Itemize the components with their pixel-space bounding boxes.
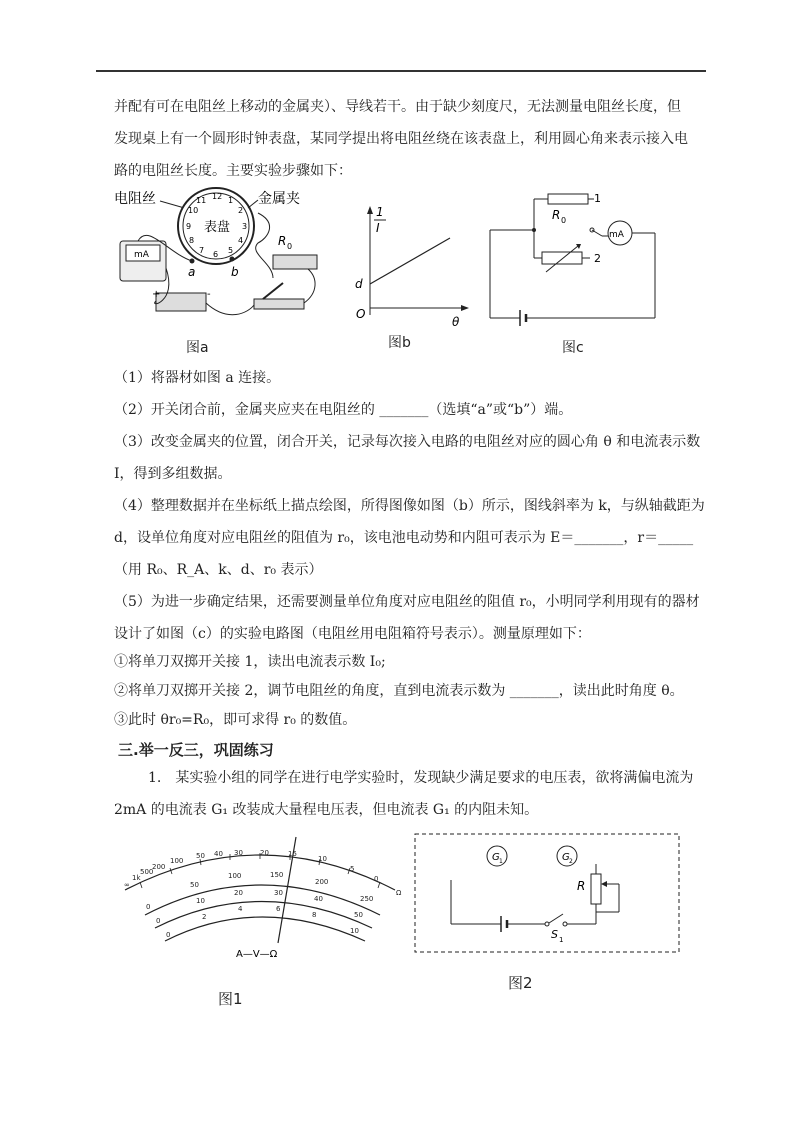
fig2-rheostat bbox=[591, 874, 601, 904]
dial-num-12: 12 bbox=[212, 192, 223, 201]
intro-line-2: 发现桌上有一个圆形时钟表盘，某同学提出将电阻丝绕在该表盘上，利用圆心角来表示接入电 bbox=[114, 131, 688, 147]
switch bbox=[254, 299, 304, 309]
fig1-ohm-11: 5 bbox=[350, 865, 355, 873]
fig-b-ylabel-num: 1 bbox=[376, 205, 384, 219]
fig-a-dial-label: 表盘 bbox=[204, 220, 231, 235]
figure-b bbox=[340, 200, 470, 330]
fig1-ohm-10: 10 bbox=[318, 855, 327, 863]
dial-num-2: 2 bbox=[238, 206, 244, 215]
fig1-ohm-1: 1k bbox=[132, 874, 141, 882]
intro-line-3: 路的电阻丝长度。主要实验步骤如下： bbox=[114, 163, 352, 179]
dial-num-8: 8 bbox=[189, 236, 195, 245]
fig1-mid-arc bbox=[155, 902, 372, 929]
fig2-g2-label: G bbox=[562, 852, 570, 863]
dial-num-5: 5 bbox=[228, 246, 234, 255]
dial-num-3: 3 bbox=[242, 222, 248, 231]
question-line-2: 2mA 的电流表 G₁ 改装成大量程电压表，但电流表 G₁ 的内阻未知。 bbox=[114, 802, 539, 818]
fig-a-label-clip: 金属夹 bbox=[258, 191, 300, 207]
fig1-ohm-6: 40 bbox=[214, 850, 223, 858]
figure-1 bbox=[110, 825, 410, 965]
fig-c-r0-label: R bbox=[552, 208, 561, 222]
step-5-item-1: ①将单刀双掷开关接 1，读出电流表示数 I₀; bbox=[114, 654, 386, 670]
section-title: 三.举一反三，巩固练习 bbox=[118, 741, 274, 759]
fig1-ohm-2: 500 bbox=[140, 868, 154, 876]
fig1-mid-5: 50 bbox=[354, 911, 363, 919]
question-line-1: 1. 某实验小组的同学在进行电学实验时，发现缺少满足要求的电压表，欲将满偏电流为 bbox=[148, 770, 694, 786]
figure-c bbox=[480, 188, 665, 338]
svg-text:+: + bbox=[152, 289, 161, 300]
step-5-item-3: ③此时 θr₀=R₀，即可求得 r₀ 的数值。 bbox=[114, 712, 357, 728]
fig-a-r0-sub: 0 bbox=[287, 242, 293, 251]
dial-num-11: 11 bbox=[196, 196, 207, 205]
fig-b-ylabel-den: I bbox=[376, 221, 380, 235]
step-3-cont: I，得到多组数据。 bbox=[114, 466, 232, 482]
fig1-top-2: 100 bbox=[228, 872, 242, 880]
fig-a-label-wire: 电阻丝 bbox=[114, 191, 156, 207]
fig-c-r0-sub: 0 bbox=[561, 216, 567, 225]
fig-c-ma: mA bbox=[609, 230, 624, 240]
fig-c-label-2: 2 bbox=[594, 252, 601, 265]
fig1-top-5: 250 bbox=[360, 895, 374, 903]
fig1-mid-1: 10 bbox=[196, 897, 205, 905]
fig1-mid-4: 40 bbox=[314, 895, 323, 903]
fig1-top-arc bbox=[145, 885, 380, 915]
figure-2 bbox=[413, 832, 683, 957]
fig1-caption: 图1 bbox=[218, 990, 243, 1008]
intro-line-1: 并配有可在电阻丝上移动的金属夹）、导线若干。由于缺少刻度尺，无法测量电阻丝长度，但 bbox=[114, 99, 681, 115]
fig2-s1-sub: 1 bbox=[559, 936, 564, 944]
fig1-legend: A—V—Ω bbox=[236, 949, 278, 960]
fig1-low-3: 6 bbox=[276, 905, 281, 913]
fig-b-line bbox=[370, 238, 450, 284]
fig1-low-0: 0 bbox=[166, 931, 171, 939]
step-5-cont: 设计了如图（c）的实验电路图（电阻丝用电阻箱符号表示）。测量原理如下： bbox=[114, 626, 591, 642]
dial-num-9: 9 bbox=[186, 222, 192, 231]
resistor-r0 bbox=[273, 255, 317, 269]
fig1-top-3: 150 bbox=[270, 871, 284, 879]
fig-a-caption: 图a bbox=[186, 340, 209, 356]
fig-a-label-a: a bbox=[188, 265, 196, 279]
fig1-ohm-7: 30 bbox=[234, 849, 243, 857]
fig1-top-4: 200 bbox=[315, 878, 329, 886]
fig2-s1-label: S bbox=[551, 928, 558, 941]
fig1-low-1: 2 bbox=[202, 913, 207, 921]
step-5: （5）为进一步确定结果，还需要测量单位角度对应电阻丝的阻值 r₀，小明同学利用现有的器材 bbox=[114, 594, 700, 610]
fig2-caption: 图2 bbox=[508, 974, 533, 992]
step-4: （4）整理数据并在坐标纸上描点绘图，所得图像如图（b）所示，图线斜率为 k，与纵轴截距为 bbox=[114, 498, 705, 514]
step-2: （2）开关闭合前，金属夹应夹在电阻丝的 _______（选填“a”或“b”）端。 bbox=[114, 402, 573, 418]
fig-c-r0 bbox=[548, 194, 588, 204]
fig-b-caption: 图b bbox=[388, 335, 411, 351]
fig2-g1-label: G bbox=[492, 852, 500, 863]
figure-a bbox=[108, 183, 338, 333]
fig2-g1-sub: 1 bbox=[499, 858, 503, 865]
step-4-cont: d，设单位角度对应电阻丝的阻值为 r₀，该电池电动势和内阻可表示为 E＝_______，r＝_____ bbox=[114, 530, 694, 546]
fig-a-ma: mA bbox=[134, 250, 149, 260]
dial-num-7: 7 bbox=[199, 246, 205, 255]
fig-a-r0: R bbox=[278, 234, 287, 248]
fig1-low-5: 10 bbox=[350, 927, 359, 935]
dial-num-6: 6 bbox=[213, 250, 219, 259]
fig1-top-1: 50 bbox=[190, 881, 199, 889]
svg-text:-: - bbox=[207, 289, 211, 300]
fig1-low-arc bbox=[165, 917, 365, 941]
fig-b-origin: O bbox=[356, 307, 366, 321]
fig1-ohm-unit: Ω bbox=[396, 889, 402, 897]
fig1-mid-3: 30 bbox=[274, 889, 283, 897]
fig1-low-2: 4 bbox=[238, 905, 243, 913]
dial-num-1: 1 bbox=[228, 196, 234, 205]
fig1-ohm-4: 100 bbox=[170, 857, 184, 865]
fig2-r-label: R bbox=[577, 879, 586, 893]
fig1-ohm-5: 50 bbox=[196, 852, 205, 860]
fig-b-xlabel: θ bbox=[452, 315, 460, 329]
step-4-note: （用 R₀、R_A、k、d、r₀ 表示） bbox=[114, 562, 323, 578]
fig2-dashed-box bbox=[415, 834, 679, 952]
fig2-g2-sub: 2 bbox=[569, 858, 573, 865]
dial-num-4: 4 bbox=[238, 236, 244, 245]
fig-b-intercept: d bbox=[355, 277, 363, 291]
fig1-mid-2: 20 bbox=[234, 889, 243, 897]
fig-c-label-1: 1 bbox=[594, 192, 601, 205]
step-3: （3）改变金属夹的位置，闭合开关，记录每次接入电路的电阻丝对应的圆心角 θ 和电流表示数 bbox=[114, 434, 701, 450]
fig1-low-4: 8 bbox=[312, 911, 317, 919]
fig1-mid-0: 0 bbox=[156, 917, 161, 925]
fig1-ohm-0: ∞ bbox=[124, 881, 130, 889]
fig-a-label-b: b bbox=[231, 265, 239, 279]
fig1-ohm-12: 0 bbox=[374, 875, 379, 883]
header-rule bbox=[96, 70, 706, 72]
battery bbox=[156, 293, 206, 311]
step-1: （1）将器材如图 a 连接。 bbox=[114, 370, 281, 386]
step-5-item-2: ②将单刀双掷开关接 2，调节电阻丝的角度，直到电流表示数为 _______，读出此时角度 θ。 bbox=[114, 683, 684, 699]
dial-num-10: 10 bbox=[188, 206, 199, 215]
fig1-ohm-3: 200 bbox=[152, 863, 166, 871]
fig-c-caption: 图c bbox=[562, 340, 584, 356]
fig1-ohm-9: 15 bbox=[288, 850, 297, 858]
fig-c-rheostat bbox=[542, 252, 582, 264]
fig1-ohm-8: 20 bbox=[260, 849, 269, 857]
fig1-top-0: 0 bbox=[146, 903, 151, 911]
